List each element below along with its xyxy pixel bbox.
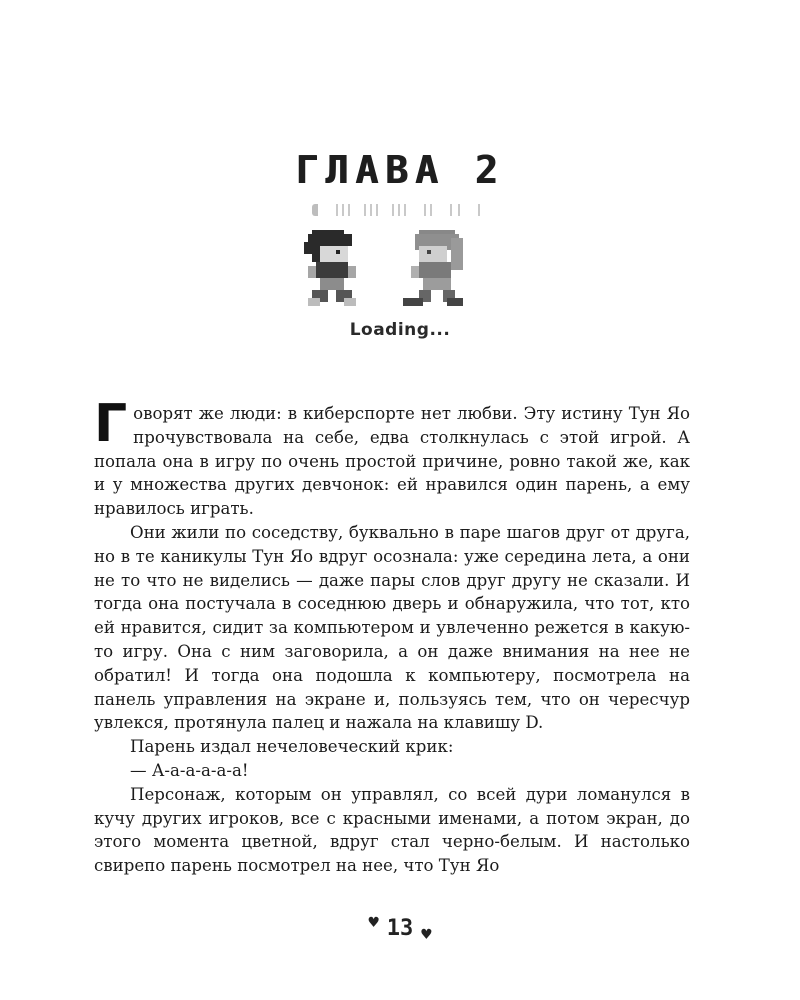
drop-cap: Г [94, 394, 128, 454]
loading-dots [312, 200, 492, 220]
paragraph: — А-а-а-а-а-а! [130, 760, 249, 780]
chapter-text [94, 394, 690, 878]
page-number: 13 [386, 916, 414, 941]
boy-sprite-icon [300, 230, 364, 310]
paragraph: Они жили по соседству, буквально в паре шагов друг от друга, но в те каникулы Тун Яо вдруг осознала: уже середина лета, а они не то что не виделись — даже пары слов друг другу не сказали. И тогда она постучала в соседнюю дверь и обнаружила, что тот, кто ей нравится, сидит за компьютером и увлеченно режется в какую-то игру. Она с ним заговорила, а он даже внимания на нее не обратил! И тогда она подошла к компьютеру, посмотрела на панель управления на экране и, пользуясь тем, что он чересчур увлекся, протянула палец и нажала на клавишу D. [94, 522, 690, 733]
paragraph: Говорят же люди: в киберспорте нет любви. Эту истину Тун Яо прочувствовала на себе, едва столкнулась с этой игрой. А попала она в игру по очень простой причине, ровно такой же, как и у множества других девчонок: ей нравился один парень, а ему нравилось играть. [94, 394, 690, 519]
page-footer [0, 913, 800, 945]
heart-icon: ♥ [421, 925, 432, 945]
chapter-title: ГЛАВА 2 [295, 148, 505, 192]
paragraph: Персонаж, которым он управлял, со всей дури ломанулся в кучу других игроков, все с красными именами, а потом экран, до этого момента цветной, вдруг стал черно-белым. И настолько свирепо парень посмотрел на нее, что Тун Яо [94, 784, 690, 876]
heart-icon: ♥ [368, 913, 379, 933]
loading-label: Loading... [349, 320, 451, 340]
paragraph: Парень издал нечеловеческий крик: [130, 737, 454, 757]
girl-sprite-icon [402, 230, 472, 310]
